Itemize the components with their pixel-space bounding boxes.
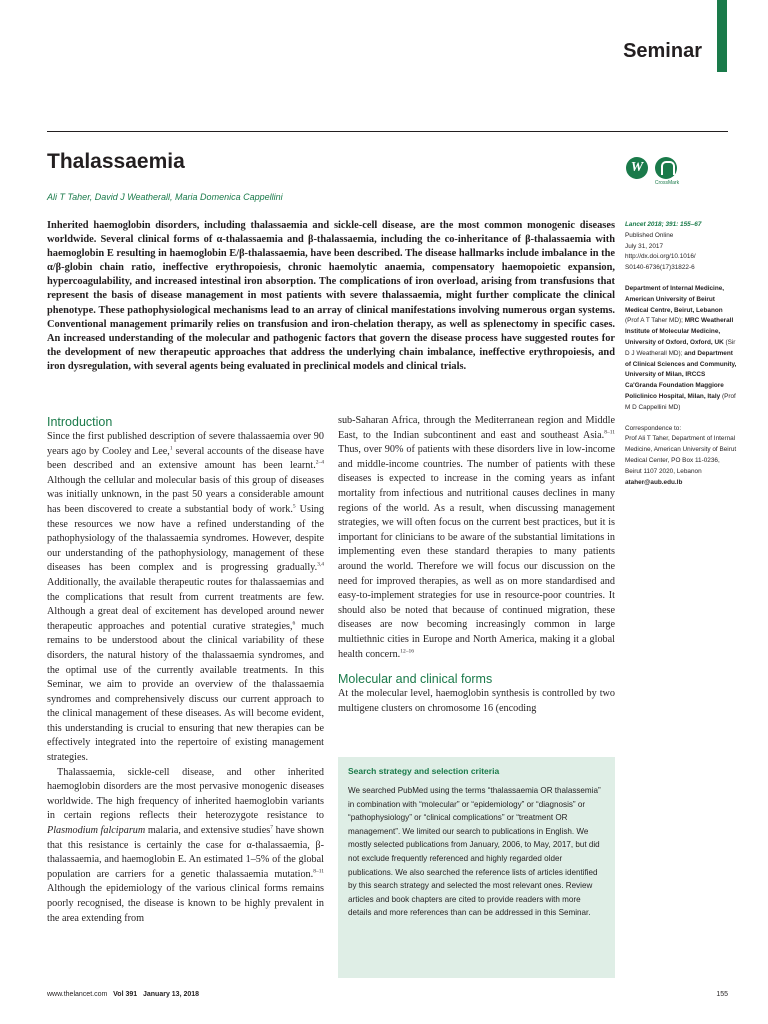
affiliation-2: MRC Weatherall Institute of Molecular Medicine, University of Oxford, Oxford, UK (625, 317, 734, 346)
page-number: 155 (716, 991, 728, 998)
body-column-left (47, 414, 324, 926)
correspondence-email[interactable]: ataher@aub.edu.lb (625, 478, 683, 486)
citation: Lancet 2018; 391: 155–67 (625, 221, 702, 228)
section-label: Seminar (623, 40, 702, 62)
affiliation-2-author: (Sir D J Weatherall MD); (625, 338, 736, 357)
doi-link-1[interactable]: http://dx.doi.org/10.1016/ (625, 253, 696, 261)
footer-citation (47, 991, 199, 998)
body-column-right (338, 414, 615, 716)
affiliation-1: Department of Internal Medicine, American University of Beirut Medical Centre, Beirut, Lebanon (625, 284, 725, 314)
search-strategy-panel (338, 757, 615, 978)
affiliation-1-author: (Prof A T Taher MD); (625, 317, 683, 325)
molecular-heading: Molecular and clinical forms (338, 672, 493, 687)
panel-text: We searched PubMed using the terms “thalassaemia OR thalassemia” in combination with “molecular” or “epidemiology” or “diagnosis” or “pathophysiology” or “clinical complications” or “treatment OR management”. We limited our search to publications in English. We mostly selected publications from January, 2006, to May, 2017, but did not exclude frequently referenced and highly regarded older publications. We also searched the reference lists of articles identified by this search strategy and selected the most relevant ones. Review articles and book chapters are cited to provide readers with more details and more references than can be addressed in this Seminar. (348, 786, 601, 918)
abstract: Inherited haemoglobin disorders, including thalassaemia and sickle-cell disease, are the most common monogenic diseases worldwide. Several clinical forms of α-thalassaemia and β-thalassaemia, including the co-inheritance of β-thalassaemia with haemoglobin E resulting in haemoglobin E/β-thalassaemia, have been described. The disease hallmarks include imbalance in the α/β-globin chain ratio, ineffective erythropoiesis, chronic haemolytic anaemia, compensatory haemopoietic expansion, hypercoagulability, and increased intestinal iron absorption. The complications of iron overload, arising from transfusions that represent the basis of disease management in most patients with severe thalassaemia, might further complicate the clinical phenotype. These pathophysiological mechanisms lead to an array of clinical manifestations involving numerous organ systems. Conventional management primarily relies on transfusion and iron-chelation therapy, as well as splenectomy in specific cases. An increased understanding of the molecular and pathogenic factors that govern the disease process have suggested routes for the development of new therapeutic approaches that address the underlying chain imbalance, ineffective erythropoiesis, and iron dysregulation, with several agents being evaluated in preclinical models and clinical trials. (47, 220, 615, 372)
article-sidebar (625, 220, 737, 498)
header-rule (47, 131, 728, 132)
crossmark-icon[interactable] (655, 157, 677, 179)
affiliation-3-author: (Prof M D Cappellini MD) (625, 392, 736, 411)
correspondence-address: Prof Ali T Taher, Department of Internal Medicine, American University of Beirut Medical Center, PO Box 11-0236, Beirut 1107 2020, Lebanon (625, 435, 737, 475)
body-paragraph: sub-Saharan Africa, through the Mediterranean region and Middle East, to the Indian subcontinent and east and southeast Asia.$^{8-11}$ Thus, over 90% of patients with these disorders live in low-income and middle-income countries. The number of patients with these diseases is expected to increase in the coming years as infant mortality from infectious and nutritional causes declines in many regions of the world. As a result, when discussing management strategies, we will often focus on the current best practices, but it is important for clinicians to be aware of the substantial limitations in implementing even these standard therapies to many patients around the world. Therefore we will focus our discussion on the need for improved therapies, as well as on more standardised and easy-to-implement strategies for use in resource-poor countries. It should also be noted that because of continued migration, these diseases are now becoming increasingly common in large multiethnic cities in Europe and North America, making it a global health concern.$^{12-16}$ (338, 415, 615, 660)
intro-heading: Introduction (47, 415, 113, 429)
panel-heading: Search strategy and selection criteria (348, 766, 500, 776)
doi-link-2[interactable]: S0140-6736(17)31822-6 (625, 264, 695, 272)
footer-volume: Vol 391 (113, 991, 138, 998)
correspondence-label: Correspondence to: (625, 424, 682, 432)
affiliation-and: and (684, 349, 696, 357)
affiliation-3: Department of Clinical Sciences and Community, University of Milan, IRCCS Ca'Granda Foundation Maggiore Policlinico Hospital, Milan, Italy (625, 349, 737, 400)
published-date: July 31, 2017 (625, 242, 664, 250)
crossmark-label: CrossMark (654, 180, 680, 186)
body-paragraph: Since the first published description of severe thalassaemia over 90 years ago by Cooley and Lee,$^1$ several accounts of the disease have been described and an extensive amount has been learnt.$^{2-4}$ Although the cellular and molecular basis of this group of diseases was initially unknown, in the past 50 years a considerable amount has been discovered to create a substantial body of work.$^5$ Using these resources we now have a refined understanding of the pathophysiology of the thalassaemia syndromes. However, despite our understanding of the pathophysiology, management of these diseases has been complex and is progressing gradually.$^{3,4}$ Additionally, the available therapeutic routes for thalassaemias and the complications that result from current treatments are few. Although a great deal of excitement has developed around newer therapeutic approaches and potential curative strategies,$^6$ much remains to be understood about the clinical variability of these disorders, the natural history of the thalassaemia syndromes, and the optimal use of the currently available treatments. In this Seminar, we aim to provide an overview of the thalassaemia syndromes and comprehensively discuss our current approach to the clinical management of these diseases. As will become evident, this understanding is crucial to ensuring that new therapies can be effectively integrated into the repertoire of existing management strategies. (47, 431, 324, 764)
open-access-icon[interactable]: W (626, 157, 648, 179)
article-title: Thalassaemia (47, 150, 185, 173)
body-paragraph: At the molecular level, haemoglobin synthesis is controlled by two multigene clusters on chromosome 16 (encoding (338, 688, 615, 714)
published-label: Published Online (625, 231, 674, 239)
section-accent-bar (717, 0, 727, 72)
body-paragraph: Thalassaemia, sickle-cell disease, and other inherited haemoglobin disorders are the most pervasive monogenic diseases worldwide. The high frequency of inherited haemoglobin variants in certain regions reflects their heterozygote resistance to Plasmodium falciparum malaria, and extensive studies$^7$ have shown that this resistance is certainly the case for α-thalassaemia, β-thalassaemia, and haemoglobin E. An estimated 1–5% of the global population are carriers for a genetic thalassaemia mutation.$^{8-11}$ Although the epidemiology of the various clinical forms remains poorly recognised, the disease is known to be highly prevalent in the area extending from (47, 766, 324, 924)
article-authors: Ali T Taher, David J Weatherall, Maria Domenica Cappellini (47, 192, 283, 202)
footer-date: January 13, 2018 (143, 991, 200, 998)
footer-site[interactable]: www.thelancet.com (47, 991, 108, 998)
